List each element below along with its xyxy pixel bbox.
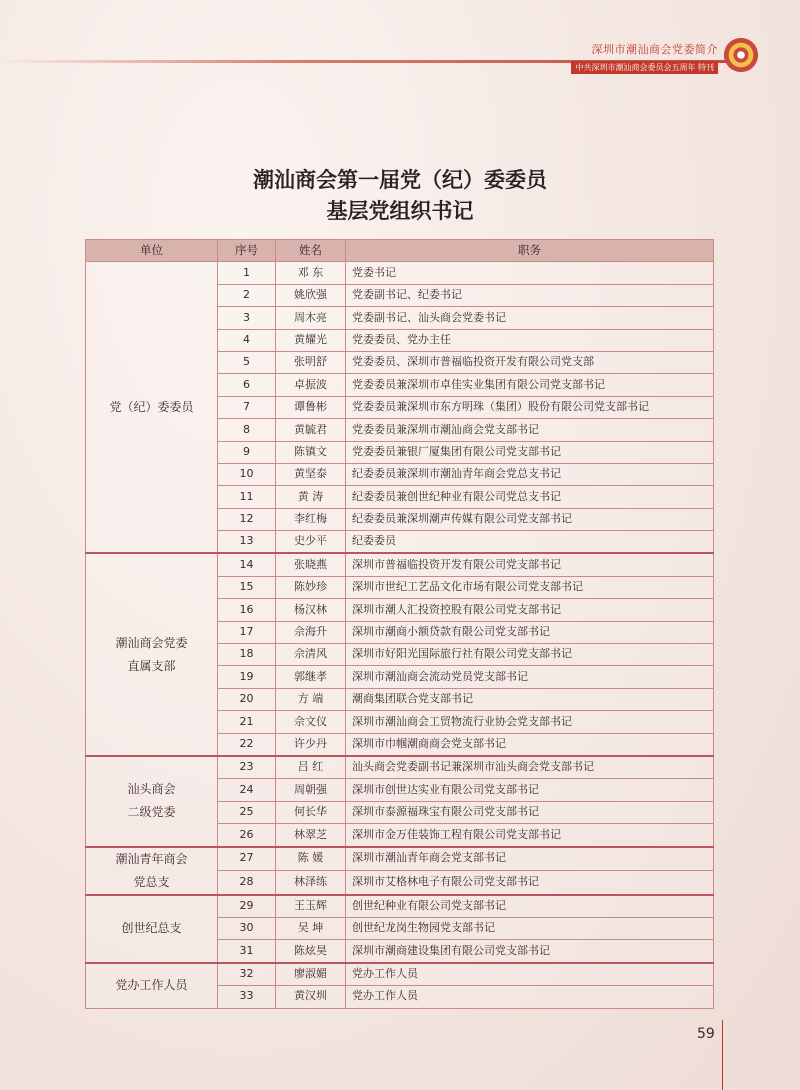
unit-cell xyxy=(86,756,218,847)
name-cell: 佘海升 xyxy=(276,621,346,643)
position-cell: 深圳市泰源福珠宝有限公司党支部书记 xyxy=(346,801,714,823)
name-cell: 张明舒 xyxy=(276,351,346,373)
header-title: 深圳市潮汕商会党委简介 xyxy=(591,43,718,56)
column-header-name: 姓名 xyxy=(276,240,346,262)
name-cell: 何长华 xyxy=(276,801,346,823)
name-cell: 王玉辉 xyxy=(276,895,346,918)
chamber-logo-icon xyxy=(722,36,760,74)
name-cell: 佘文仪 xyxy=(276,711,346,733)
number-cell: 26 xyxy=(218,824,276,847)
unit-label: 党办工作人员 xyxy=(115,978,188,993)
members-table xyxy=(85,239,714,1009)
number-cell: 28 xyxy=(218,871,276,895)
position-cell: 深圳市潮汕商会工贸物流行业协会党支部书记 xyxy=(346,711,714,733)
number-cell: 5 xyxy=(218,351,276,373)
name-cell: 周朝强 xyxy=(276,779,346,801)
position-cell: 党办工作人员 xyxy=(346,986,714,1008)
table-row xyxy=(86,895,714,918)
name-cell: 佘清风 xyxy=(276,644,346,666)
number-cell: 10 xyxy=(218,463,276,485)
position-cell: 党委委员兼深圳市东方明珠（集团）股份有限公司党支部书记 xyxy=(346,396,714,418)
number-cell: 8 xyxy=(218,419,276,441)
name-cell: 黄毓君 xyxy=(276,419,346,441)
number-cell: 22 xyxy=(218,733,276,756)
name-cell: 卓振波 xyxy=(276,374,346,396)
name-cell: 周木亮 xyxy=(276,307,346,329)
name-cell: 陈妙珍 xyxy=(276,576,346,598)
position-cell: 深圳市世纪工艺品文化市场有限公司党支部书记 xyxy=(346,576,714,598)
name-cell: 黄坚泰 xyxy=(276,463,346,485)
page-subtitle: 基层党组织书记 xyxy=(326,199,474,223)
unit-label: 潮汕商会党委 xyxy=(115,635,188,650)
number-cell: 14 xyxy=(218,553,276,576)
position-cell: 纪委委员兼创世纪种业有限公司党总支书记 xyxy=(346,486,714,508)
number-cell: 33 xyxy=(218,986,276,1008)
position-cell: 汕头商会党委副书记兼深圳市汕头商会党支部书记 xyxy=(346,756,714,779)
position-cell: 党委委员兼深圳市卓佳实业集团有限公司党支部书记 xyxy=(346,374,714,396)
position-cell: 深圳市金万佳装饰工程有限公司党支部书记 xyxy=(346,824,714,847)
unit-label: 汕头商会 xyxy=(127,782,176,797)
number-cell: 13 xyxy=(218,531,276,554)
number-cell: 16 xyxy=(218,599,276,621)
position-cell: 深圳市艾格林电子有限公司党支部书记 xyxy=(346,871,714,895)
number-cell: 21 xyxy=(218,711,276,733)
unit-label: 直属支部 xyxy=(127,658,176,673)
table-row xyxy=(86,756,714,779)
name-cell: 郭继孝 xyxy=(276,666,346,688)
column-header-position: 职务 xyxy=(346,240,714,262)
position-cell: 纪委委员 xyxy=(346,531,714,554)
position-cell: 深圳市潮人汇投资控股有限公司党支部书记 xyxy=(346,599,714,621)
number-cell: 20 xyxy=(218,688,276,710)
name-cell: 邓 东 xyxy=(276,262,346,284)
page-number: 59 xyxy=(697,1026,715,1042)
position-cell: 党办工作人员 xyxy=(346,963,714,986)
position-cell: 党委委员、党办主任 xyxy=(346,329,714,351)
unit-label: 二级党委 xyxy=(127,805,176,820)
number-cell: 24 xyxy=(218,779,276,801)
number-cell: 4 xyxy=(218,329,276,351)
position-cell: 深圳市好阳光国际旅行社有限公司党支部书记 xyxy=(346,644,714,666)
column-header-unit: 单位 xyxy=(86,240,218,262)
name-cell: 林翠芝 xyxy=(276,824,346,847)
name-cell: 方 端 xyxy=(276,688,346,710)
position-cell: 深圳市巾帼潮商商会党支部书记 xyxy=(346,733,714,756)
footer-rule xyxy=(722,1020,723,1090)
name-cell: 杨汉林 xyxy=(276,599,346,621)
table-row xyxy=(86,262,714,284)
header-subtitle: 中共深圳市潮汕商会委员会五周年 特刊 xyxy=(571,61,718,74)
unit-label: 创世纪总支 xyxy=(121,921,182,936)
position-cell: 党委委员、深圳市普福临投资开发有限公司党支部 xyxy=(346,351,714,373)
name-cell: 吴 坤 xyxy=(276,917,346,939)
number-cell: 9 xyxy=(218,441,276,463)
table-row xyxy=(86,963,714,986)
number-cell: 18 xyxy=(218,644,276,666)
position-cell: 深圳市潮汕商会流动党员党支部书记 xyxy=(346,666,714,688)
position-cell: 党委书记 xyxy=(346,262,714,284)
name-cell: 黄耀光 xyxy=(276,329,346,351)
position-cell: 纪委委员兼深圳市潮汕青年商会党总支书记 xyxy=(346,463,714,485)
number-cell: 3 xyxy=(218,307,276,329)
unit-cell xyxy=(86,553,218,756)
name-cell: 黄汉圳 xyxy=(276,986,346,1008)
position-cell: 创世纪种业有限公司党支部书记 xyxy=(346,895,714,918)
position-cell: 深圳市潮汕青年商会党支部书记 xyxy=(346,847,714,871)
number-cell: 1 xyxy=(218,262,276,284)
number-cell: 19 xyxy=(218,666,276,688)
position-cell: 深圳市普福临投资开发有限公司党支部书记 xyxy=(346,553,714,576)
position-cell: 深圳市创世达实业有限公司党支部书记 xyxy=(346,779,714,801)
unit-cell xyxy=(86,847,218,895)
name-cell: 许少丹 xyxy=(276,733,346,756)
name-cell: 张晓燕 xyxy=(276,553,346,576)
number-cell: 2 xyxy=(218,284,276,306)
name-cell: 林泽练 xyxy=(276,871,346,895)
number-cell: 7 xyxy=(218,396,276,418)
name-cell: 廖淑媚 xyxy=(276,963,346,986)
name-cell: 李红梅 xyxy=(276,508,346,530)
position-cell: 创世纪龙岗生物园党支部书记 xyxy=(346,917,714,939)
unit-cell xyxy=(86,963,218,1008)
unit-label: 潮汕青年商会 xyxy=(115,851,188,866)
number-cell: 32 xyxy=(218,963,276,986)
number-cell: 31 xyxy=(218,940,276,963)
position-cell: 深圳市潮商建设集团有限公司党支部书记 xyxy=(346,940,714,963)
position-cell: 党委副书记、纪委书记 xyxy=(346,284,714,306)
number-cell: 29 xyxy=(218,895,276,918)
name-cell: 陈炫昊 xyxy=(276,940,346,963)
number-cell: 17 xyxy=(218,621,276,643)
number-cell: 6 xyxy=(218,374,276,396)
table-row xyxy=(86,553,714,576)
number-cell: 23 xyxy=(218,756,276,779)
unit-cell xyxy=(86,262,218,554)
name-cell: 吕 红 xyxy=(276,756,346,779)
number-cell: 30 xyxy=(218,917,276,939)
page-title: 潮汕商会第一届党（纪）委委员 xyxy=(253,168,547,192)
name-cell: 陈镇文 xyxy=(276,441,346,463)
position-cell: 纪委委员兼深圳潮声传媒有限公司党支部书记 xyxy=(346,508,714,530)
unit-cell xyxy=(86,895,218,963)
name-cell: 陈 媛 xyxy=(276,847,346,871)
table-row xyxy=(86,847,714,871)
unit-label: 党（纪）委委员 xyxy=(109,399,194,414)
name-cell: 史少平 xyxy=(276,531,346,554)
number-cell: 12 xyxy=(218,508,276,530)
number-cell: 15 xyxy=(218,576,276,598)
table-body xyxy=(86,262,714,1008)
number-cell: 27 xyxy=(218,847,276,871)
name-cell: 黄 涛 xyxy=(276,486,346,508)
name-cell: 谭鲁彬 xyxy=(276,396,346,418)
number-cell: 25 xyxy=(218,801,276,823)
position-cell: 党委委员兼银厂厦集团有限公司党支部书记 xyxy=(346,441,714,463)
unit-label: 党总支 xyxy=(133,874,170,889)
column-header-number: 序号 xyxy=(218,240,276,262)
position-cell: 党委委员兼深圳市潮汕商会党支部书记 xyxy=(346,419,714,441)
name-cell: 姚欣强 xyxy=(276,284,346,306)
position-cell: 党委副书记、汕头商会党委书记 xyxy=(346,307,714,329)
position-cell: 潮商集团联合党支部书记 xyxy=(346,688,714,710)
position-cell: 深圳市潮商小额贷款有限公司党支部书记 xyxy=(346,621,714,643)
number-cell: 11 xyxy=(218,486,276,508)
